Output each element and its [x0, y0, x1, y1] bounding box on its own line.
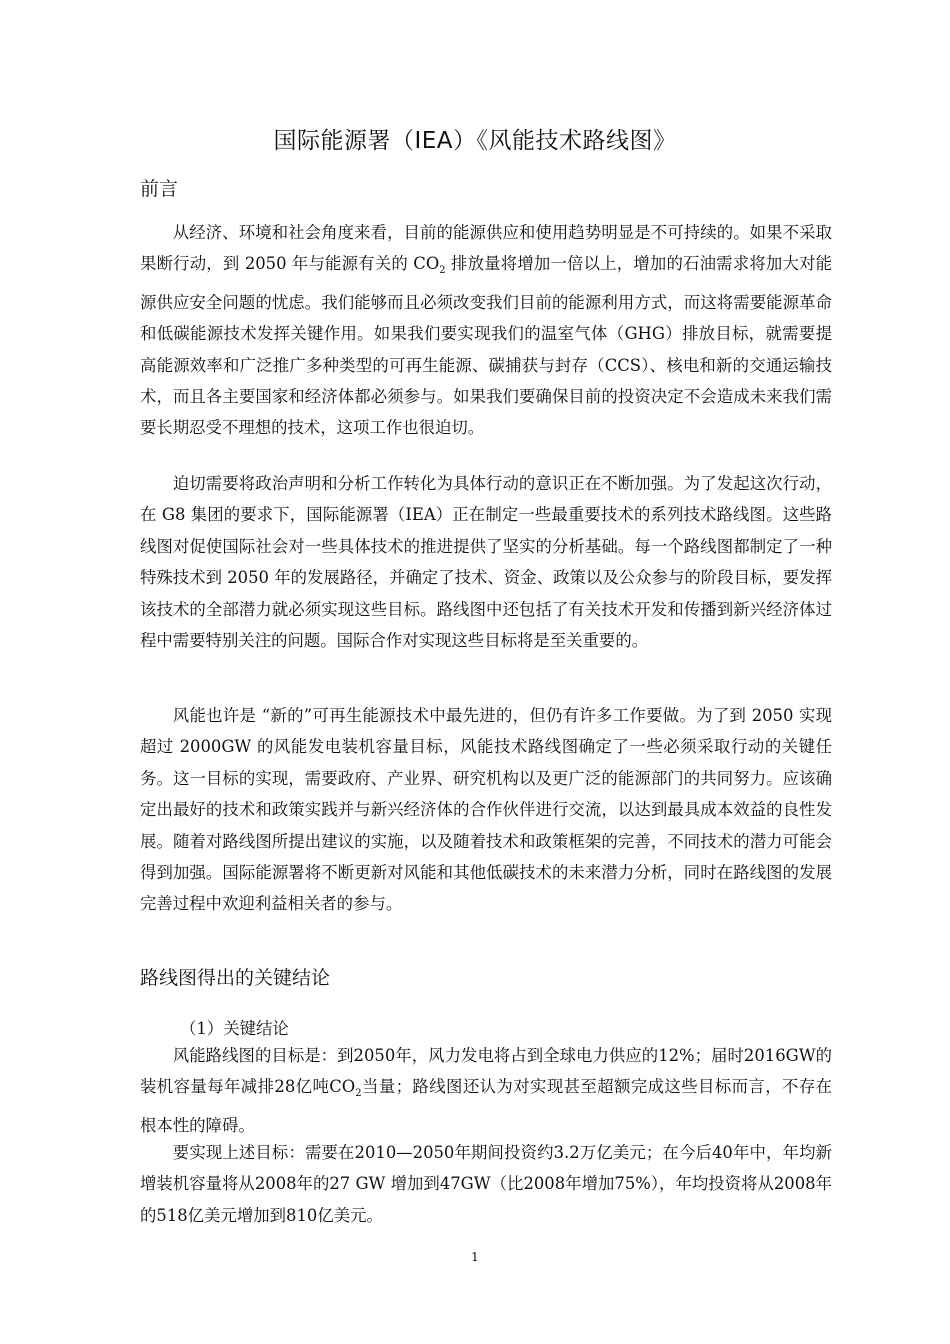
document-title: 国际能源署（IEA）《风能技术路线图》	[273, 128, 677, 154]
paragraph-text: 当量；路线图还认为对实现甚至超额完成这些目标而言，不存在根本性的障碍。	[140, 1077, 833, 1135]
subscript: 2	[355, 1088, 362, 1100]
paragraph	[140, 1040, 832, 1141]
paragraph: 迫切需要将政治声明和分析工作转化为具体行动的意识正在不断加强。为了发起这次行动，在 G8 集团的要求下，国际能源署（IEA）正在制定一些最重要技术的系列技术路线图。这些路线图对促使国际社会对一些具体技术的推进提供了坚实的分析基础。每一个路线图都制定了一种特殊技术到 2050 年的发展路径，并确定了技术、资金、政策以及公众参与的阶段目标，要发挥该技术的全部潜力就必须实现这些目标。路线图中还包括了有关技术开发和传播到新兴经济体过程中需要特别关注的问题。国际合作对实现这些目标将是至关重要的。	[140, 474, 832, 651]
section-heading-key-conclusions: 路线图得出的关键结论	[140, 967, 331, 989]
paragraph	[140, 217, 832, 444]
paragraph-text: 风能路线图的目标是：到2050年，风力发电将占到全球电力供应的12%；届时2016GW的装机容量每年减排28亿吨CO	[140, 1046, 832, 1097]
paragraph: 要实现上述目标：需要在2010—2050年期间投资约3.2万亿美元；在今后40年中，年均新增装机容量将从2008年的27 GW 增加到47GW（比2008年增加75%），年均投资将从2008年的518亿美元增加到810亿美元。	[140, 1143, 832, 1225]
subscript: 2	[439, 265, 446, 277]
paragraph-text: 排放量将增加一倍以上，增加的石油需求将加大对能源供应安全问题的忧虑。我们能够而且必须改变我们目前的能源利用方式，而这将需要能源革命和低碳能源技术发挥关键作用。如果我们要实现我们的温室气体（GHG）排放目标，就需要提高能源效率和广泛推广多种类型的可再生能源、碳捕获与封存（CCS）、核电和新的交通运输技术，而且各主要国家和经济体都必须参与。如果我们要确保目前的投资决定不会造成未来我们需要长期忍受不理想的技术，这项工作也很迫切。	[140, 254, 832, 438]
paragraph: 风能也许是 “新的”可再生能源技术中最先进的，但仍有许多工作要做。为了到 2050 实现超过 2000GW 的风能发电装机容量目标，风能技术路线图确定了一些必须采取行动的关键任务。这一目标的实现，需要政府、产业界、研究机构以及更广泛的能源部门的共同努力。应该确定出最好的技术和政策实践并与新兴经济体的合作伙伴进行交流，以达到最具成本效益的良性发展。随着对路线图所提出建议的实施，以及随着技术和政策框架的完善，不同技术的潜力可能会得到加强。国际能源署将不断更新对风能和其他低碳技术的未来潜力分析，同时在路线图的发展完善过程中欢迎利益相关者的参与。	[140, 706, 832, 914]
paragraph-text: 从经济、环境和社会角度来看，目前的能源供应和使用趋势明显是不可持续的。如果不采取果断行动，到 2050 年与能源有关的 CO	[140, 223, 832, 274]
subsection-label: （1）关键结论	[180, 1019, 289, 1038]
section-heading-preface: 前言	[140, 178, 179, 200]
page-number: 1	[471, 1250, 479, 1264]
